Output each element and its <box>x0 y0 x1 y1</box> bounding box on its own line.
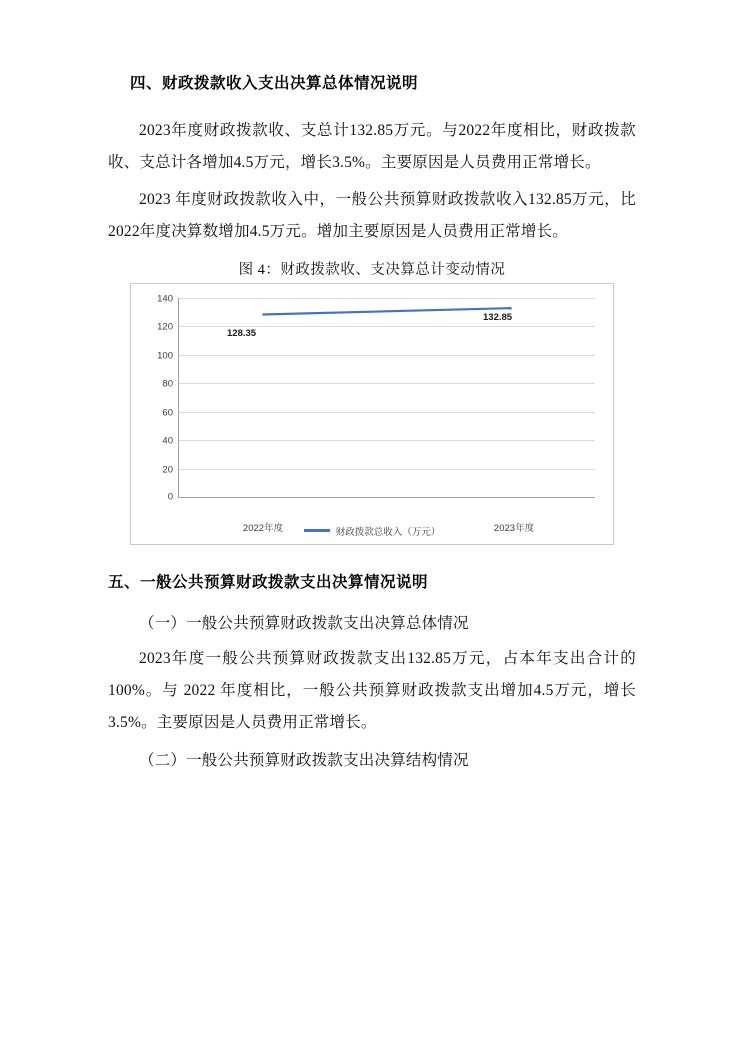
section-5-subheading-2: （二）一般公共预算财政拨款支出决算结构情况 <box>139 751 469 769</box>
ytick-label-20: 20 <box>162 464 173 476</box>
data-label-2023: 132.85 <box>483 311 513 323</box>
section-5-paragraph-1: 2023年度一般公共预算财政拨款支出132.85万元，占本年支出合计的100%。与 2022 年度相比，一般公共预算财政拨款支出增加4.5万元，增长 3.5%。主要原因是人员费用正常增长。 <box>108 650 636 731</box>
ytick-label-0: 0 <box>167 491 173 503</box>
section-5-heading: 五、一般公共预算财政拨款支出决算情况说明 <box>108 573 429 591</box>
ytick-label-80: 80 <box>162 378 173 390</box>
figure-4-caption: 图 4：财政拨款收、支决算总计变动情况 <box>238 261 506 278</box>
page-content <box>108 72 636 780</box>
legend-label-income: 财政拨款总收入（万元） <box>335 526 441 538</box>
section-4-paragraph-2: 2023 年度财政拨款收入中，一般公共预算财政拨款收入132.85万元，比 2022年度决算数增加4.5万元。增加主要原因是人员费用正常增长。 <box>108 191 636 241</box>
data-label-2022: 128.35 <box>227 327 257 339</box>
section-4-paragraph-1: 2023年度财政拨款收、支总计132.85万元。与2022年度相比，财政拨款收、支总计各增加4.5万元，增长3.5%。主要原因是人员费用正常增长。 <box>108 121 636 171</box>
chart-legend <box>131 524 613 538</box>
section-4-heading: 四、财政拨款收入支出决算总体情况说明 <box>130 75 419 92</box>
xtick-label-2023: 2023年度 <box>493 522 535 534</box>
legend-swatch-income <box>304 529 330 532</box>
section-5-subheading-1: （一）一般公共预算财政拨款支出决算总体情况 <box>139 614 469 632</box>
ytick-label-120: 120 <box>157 321 173 333</box>
ytick-label-40: 40 <box>162 435 173 447</box>
ytick-label-60: 60 <box>162 407 173 419</box>
xtick-label-2022: 2022年度 <box>242 522 284 534</box>
figure-4-chart <box>130 283 614 545</box>
ytick-label-140: 140 <box>157 293 173 305</box>
ytick-label-100: 100 <box>157 350 173 362</box>
